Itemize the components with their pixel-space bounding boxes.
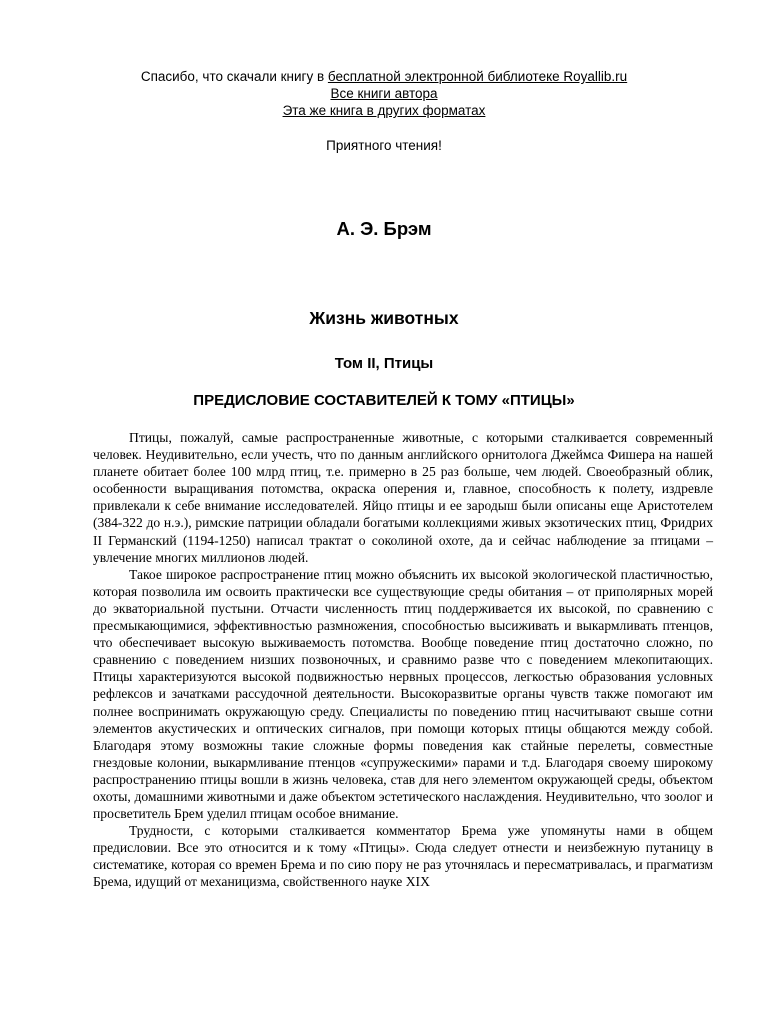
paragraph: Трудности, с которыми сталкивается комментатор Брема уже упомянуты нами в общем предисловии. Все это относится и к тому «Птицы». Сюда следует отнести и неизбежную путаницу в систематике, которая со времен Брема и по сию пору не раз уточнялась и пересматривалась, и прагматизм Брема, идущий от механицизма, свойственного науке XIX — [93, 823, 713, 890]
other-formats-link[interactable]: Эта же книга в других форматах — [282, 103, 486, 118]
author-books-link[interactable]: Все книги автора — [330, 86, 438, 101]
section-heading: ПРЕДИСЛОВИЕ СОСТАВИТЕЛЕЙ К ТОМУ «ПТИЦЫ» — [193, 392, 575, 409]
author-books-line — [0, 85, 768, 102]
book-author: А. Э. Брэм — [336, 218, 432, 239]
volume-title: Том II, Птицы — [334, 355, 434, 372]
thanks-line — [0, 68, 768, 85]
thanks-text: Спасибо, что скачали книгу в — [140, 69, 328, 84]
paragraph: Такое широкое распространение птиц можно объяснить их высокой экологической пластичностью, которая позволила им освоить практически все существующие среды обитания – от приполярных морей до экваториальной пустыни. Отчасти численность птиц поддерживается их высокой, по сравнению с пресмыкающимися, эффективностью размножения, способностью высиживать и выкармливать птенцов, что обеспечивает высокую выживаемость потомства. Вообще поведение птиц достаточно сложно, по сравнению с поведением низших позвоночных, и сравнимо разве что с поведением млекопитающих. Птицы характеризуются высокой подвижностью нервных процессов, легкостью образования условных рефлексов и зачатками рассудочной деятельности. Высокоразвитые органы чувств также помогают им полнее воспринимать окружающую среду. Специалисты по поведению птиц насчитывают свыше сотни элементов акустических и оптических сигналов, при помощи которых птицы общаются между собой. Благодаря этому возможны такие сложные формы поведения как стайные перелеты, совместные гнездовые колонии, выкармливание птенцов «супружескими» парами и т.д. Благодаря своему широкому распространению птицы вошли в жизнь человека, став для него элементом окружающей среды, объектом охоты, домашними животными и даже объектом эстетического наслаждения. Неудивительно, что зоолог и просветитель Брем уделил птицам особое внимание. — [93, 566, 713, 822]
other-formats-line — [0, 102, 768, 119]
paragraph: Птицы, пожалуй, самые распространенные животные, с которыми сталкивается современный человек. Неудивительно, если учесть, что по данным английского орнитолога Джеймса Фишера на нашей планете обитает более 100 млрд птиц, т.е. примерно в 25 раз больше, чем людей. Своеобразный облик, особенности выращивания потомства, окраска оперения и, главное, способность к полету, издревле привлекали к себе внимание исследователей. Яйцо птицы и ее зародыш были описаны еще Аристотелем (384-322 до н.э.), римские патриции обладали богатыми коллекциями живых экзотических птиц, Фридрих II Германский (1194-1250) написал трактат о соколиной охоте, да и сейчас наблюдение за птицами – увлечение многих миллионов людей. — [93, 430, 713, 565]
book-title: Жизнь животных — [309, 308, 459, 328]
greeting-text: Приятного чтения! — [326, 138, 442, 153]
download-header — [0, 68, 768, 119]
library-link[interactable]: бесплатной электронной библиотеке Royallib.ru — [327, 69, 628, 84]
preface-body — [93, 429, 713, 891]
